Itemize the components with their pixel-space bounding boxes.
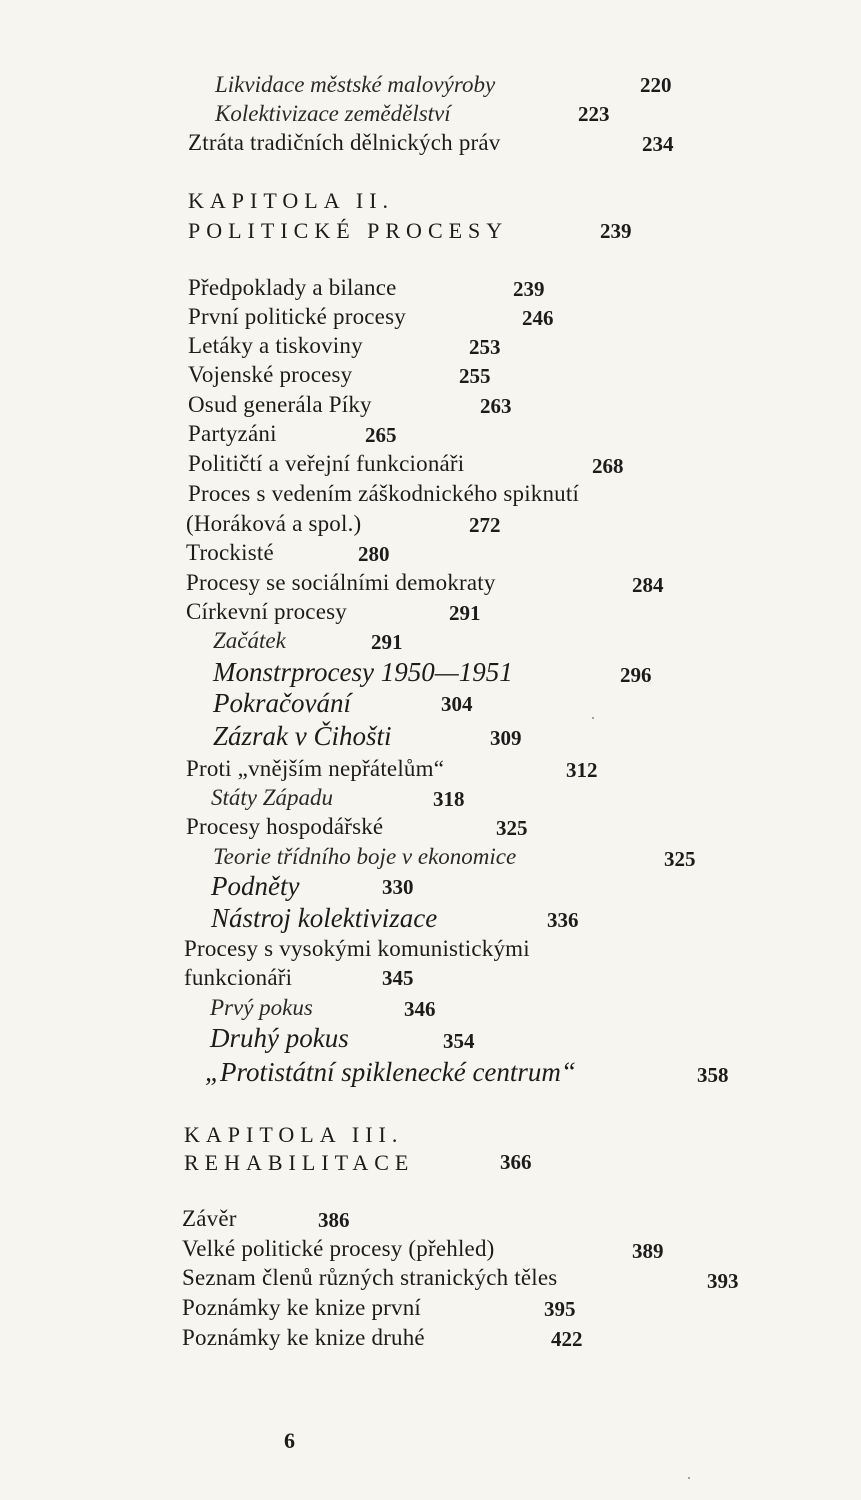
toc-entry-page: 325 bbox=[664, 847, 696, 871]
toc-entry-page: 239 bbox=[513, 277, 545, 301]
toc-entry-page: 312 bbox=[566, 758, 598, 782]
toc-entry-title: První politické procesy bbox=[188, 304, 406, 329]
chapter-page: 239 bbox=[600, 219, 632, 243]
toc-entry-page: 291 bbox=[371, 630, 403, 654]
toc-entry-title: Předpoklady a bilance bbox=[188, 275, 397, 300]
toc-entry-page: 422 bbox=[551, 1327, 583, 1351]
toc-entry-title: Osud generála Píky bbox=[188, 392, 372, 417]
toc-entry-page: 263 bbox=[480, 394, 512, 418]
toc-entry-title: Političtí a veřejní funkcionáři bbox=[188, 451, 465, 476]
toc-entry-title: funkcionáři bbox=[184, 965, 293, 990]
toc-entry-title: Církevní procesy bbox=[186, 599, 347, 624]
toc-entry-page: 354 bbox=[443, 1029, 475, 1053]
toc-entry-page: 358 bbox=[697, 1063, 729, 1087]
toc-entry-page: 268 bbox=[592, 454, 624, 478]
toc-entry-title: Velké politické procesy (přehled) bbox=[182, 1236, 495, 1261]
toc-entry-title: Procesy hospodářské bbox=[186, 814, 384, 839]
toc-entry-page: 386 bbox=[318, 1208, 350, 1232]
toc-entry-page: 291 bbox=[449, 601, 481, 625]
toc-entry-title: Likvidace městské malovýroby bbox=[215, 72, 496, 97]
toc-entry-page: 393 bbox=[707, 1269, 739, 1293]
toc-entry-title: Druhý pokus bbox=[210, 1023, 349, 1053]
toc-entry-page: 296 bbox=[620, 663, 652, 687]
toc-entry-title: (Horáková a spol.) bbox=[186, 511, 362, 536]
toc-entry-title: Podněty bbox=[211, 871, 300, 901]
toc-entry-title: Poznámky ke knize první bbox=[182, 1295, 422, 1320]
toc-entry-page: 345 bbox=[382, 966, 414, 990]
chapter-label: KAPITOLA III. bbox=[184, 1122, 404, 1147]
toc-entry-title: Trockisté bbox=[186, 540, 274, 565]
toc-entry-page: 234 bbox=[642, 132, 674, 156]
toc-entry-page: 246 bbox=[522, 306, 554, 330]
toc-entry-title: „Protistátní spiklenecké centrum“ bbox=[205, 1057, 576, 1087]
toc-entry-title: Monstrprocesy 1950—1951 bbox=[213, 657, 513, 687]
toc-entry-page: 284 bbox=[632, 573, 664, 597]
toc-entry-title: Pokračování bbox=[213, 688, 351, 718]
toc-entry-title: Zázrak v Čihošti bbox=[213, 721, 392, 751]
toc-entry-page: 255 bbox=[459, 364, 491, 388]
chapter-page: 366 bbox=[500, 1150, 532, 1174]
toc-entry-title: Proces s vedením záškodnického spiknutí bbox=[188, 481, 580, 506]
toc-entry-title: Poznámky ke knize druhé bbox=[182, 1325, 425, 1350]
toc-entry-page: 389 bbox=[632, 1239, 664, 1263]
toc-entry-title: Ztráta tradičních dělnických práv bbox=[188, 130, 501, 155]
toc-entry-title: Procesy se sociálními demokraty bbox=[186, 570, 496, 595]
chapter-title: POLITICKÉ PROCESY bbox=[188, 218, 509, 243]
toc-entry-page: 395 bbox=[544, 1297, 576, 1321]
speck bbox=[688, 1477, 690, 1479]
toc-entry-title: Proti „vnějším nepřátelům“ bbox=[186, 756, 445, 781]
toc-entry-title: Prvý pokus bbox=[210, 995, 313, 1020]
toc-entry-page: 253 bbox=[469, 335, 501, 359]
toc-entry-title: Vojenské procesy bbox=[188, 362, 353, 387]
toc-entry-page: 272 bbox=[469, 513, 501, 537]
toc-entry-title: Státy Západu bbox=[211, 785, 334, 810]
toc-entry-page: 220 bbox=[640, 73, 672, 97]
toc-entry-title: Partyzáni bbox=[188, 421, 277, 446]
toc-entry-page: 346 bbox=[404, 997, 436, 1021]
toc-entry-page: 336 bbox=[547, 908, 579, 932]
speck bbox=[592, 717, 594, 719]
toc-entry-title: Letáky a tiskoviny bbox=[188, 333, 363, 358]
toc-entry-page: 325 bbox=[496, 816, 528, 840]
toc-entry-title: Nástroj kolektivizace bbox=[211, 903, 438, 933]
page-number: 6 bbox=[284, 1428, 295, 1453]
toc-entry-page: 265 bbox=[365, 423, 397, 447]
toc-entry-title: Seznam členů různých stranických těles bbox=[182, 1265, 558, 1290]
toc-entry-page: 280 bbox=[358, 542, 390, 566]
toc-entry-title: Teorie třídního boje v ekonomice bbox=[213, 844, 517, 869]
toc-entry-title: Začátek bbox=[213, 628, 286, 653]
toc-entry-page: 318 bbox=[433, 787, 465, 811]
chapter-title: REHABILITACE bbox=[184, 1150, 415, 1175]
toc-entry-page: 330 bbox=[382, 875, 414, 899]
toc-entry-page: 304 bbox=[441, 692, 473, 716]
toc-entry-title: Kolektivizace zemědělství bbox=[215, 101, 451, 126]
toc-entry-title: Závěr bbox=[182, 1206, 237, 1231]
chapter-label: KAPITOLA II. bbox=[188, 188, 395, 213]
toc-entry-page: 309 bbox=[490, 726, 522, 750]
toc-entry-page: 223 bbox=[578, 102, 610, 126]
toc-entry-title: Procesy s vysokými komunistickými bbox=[184, 936, 530, 961]
